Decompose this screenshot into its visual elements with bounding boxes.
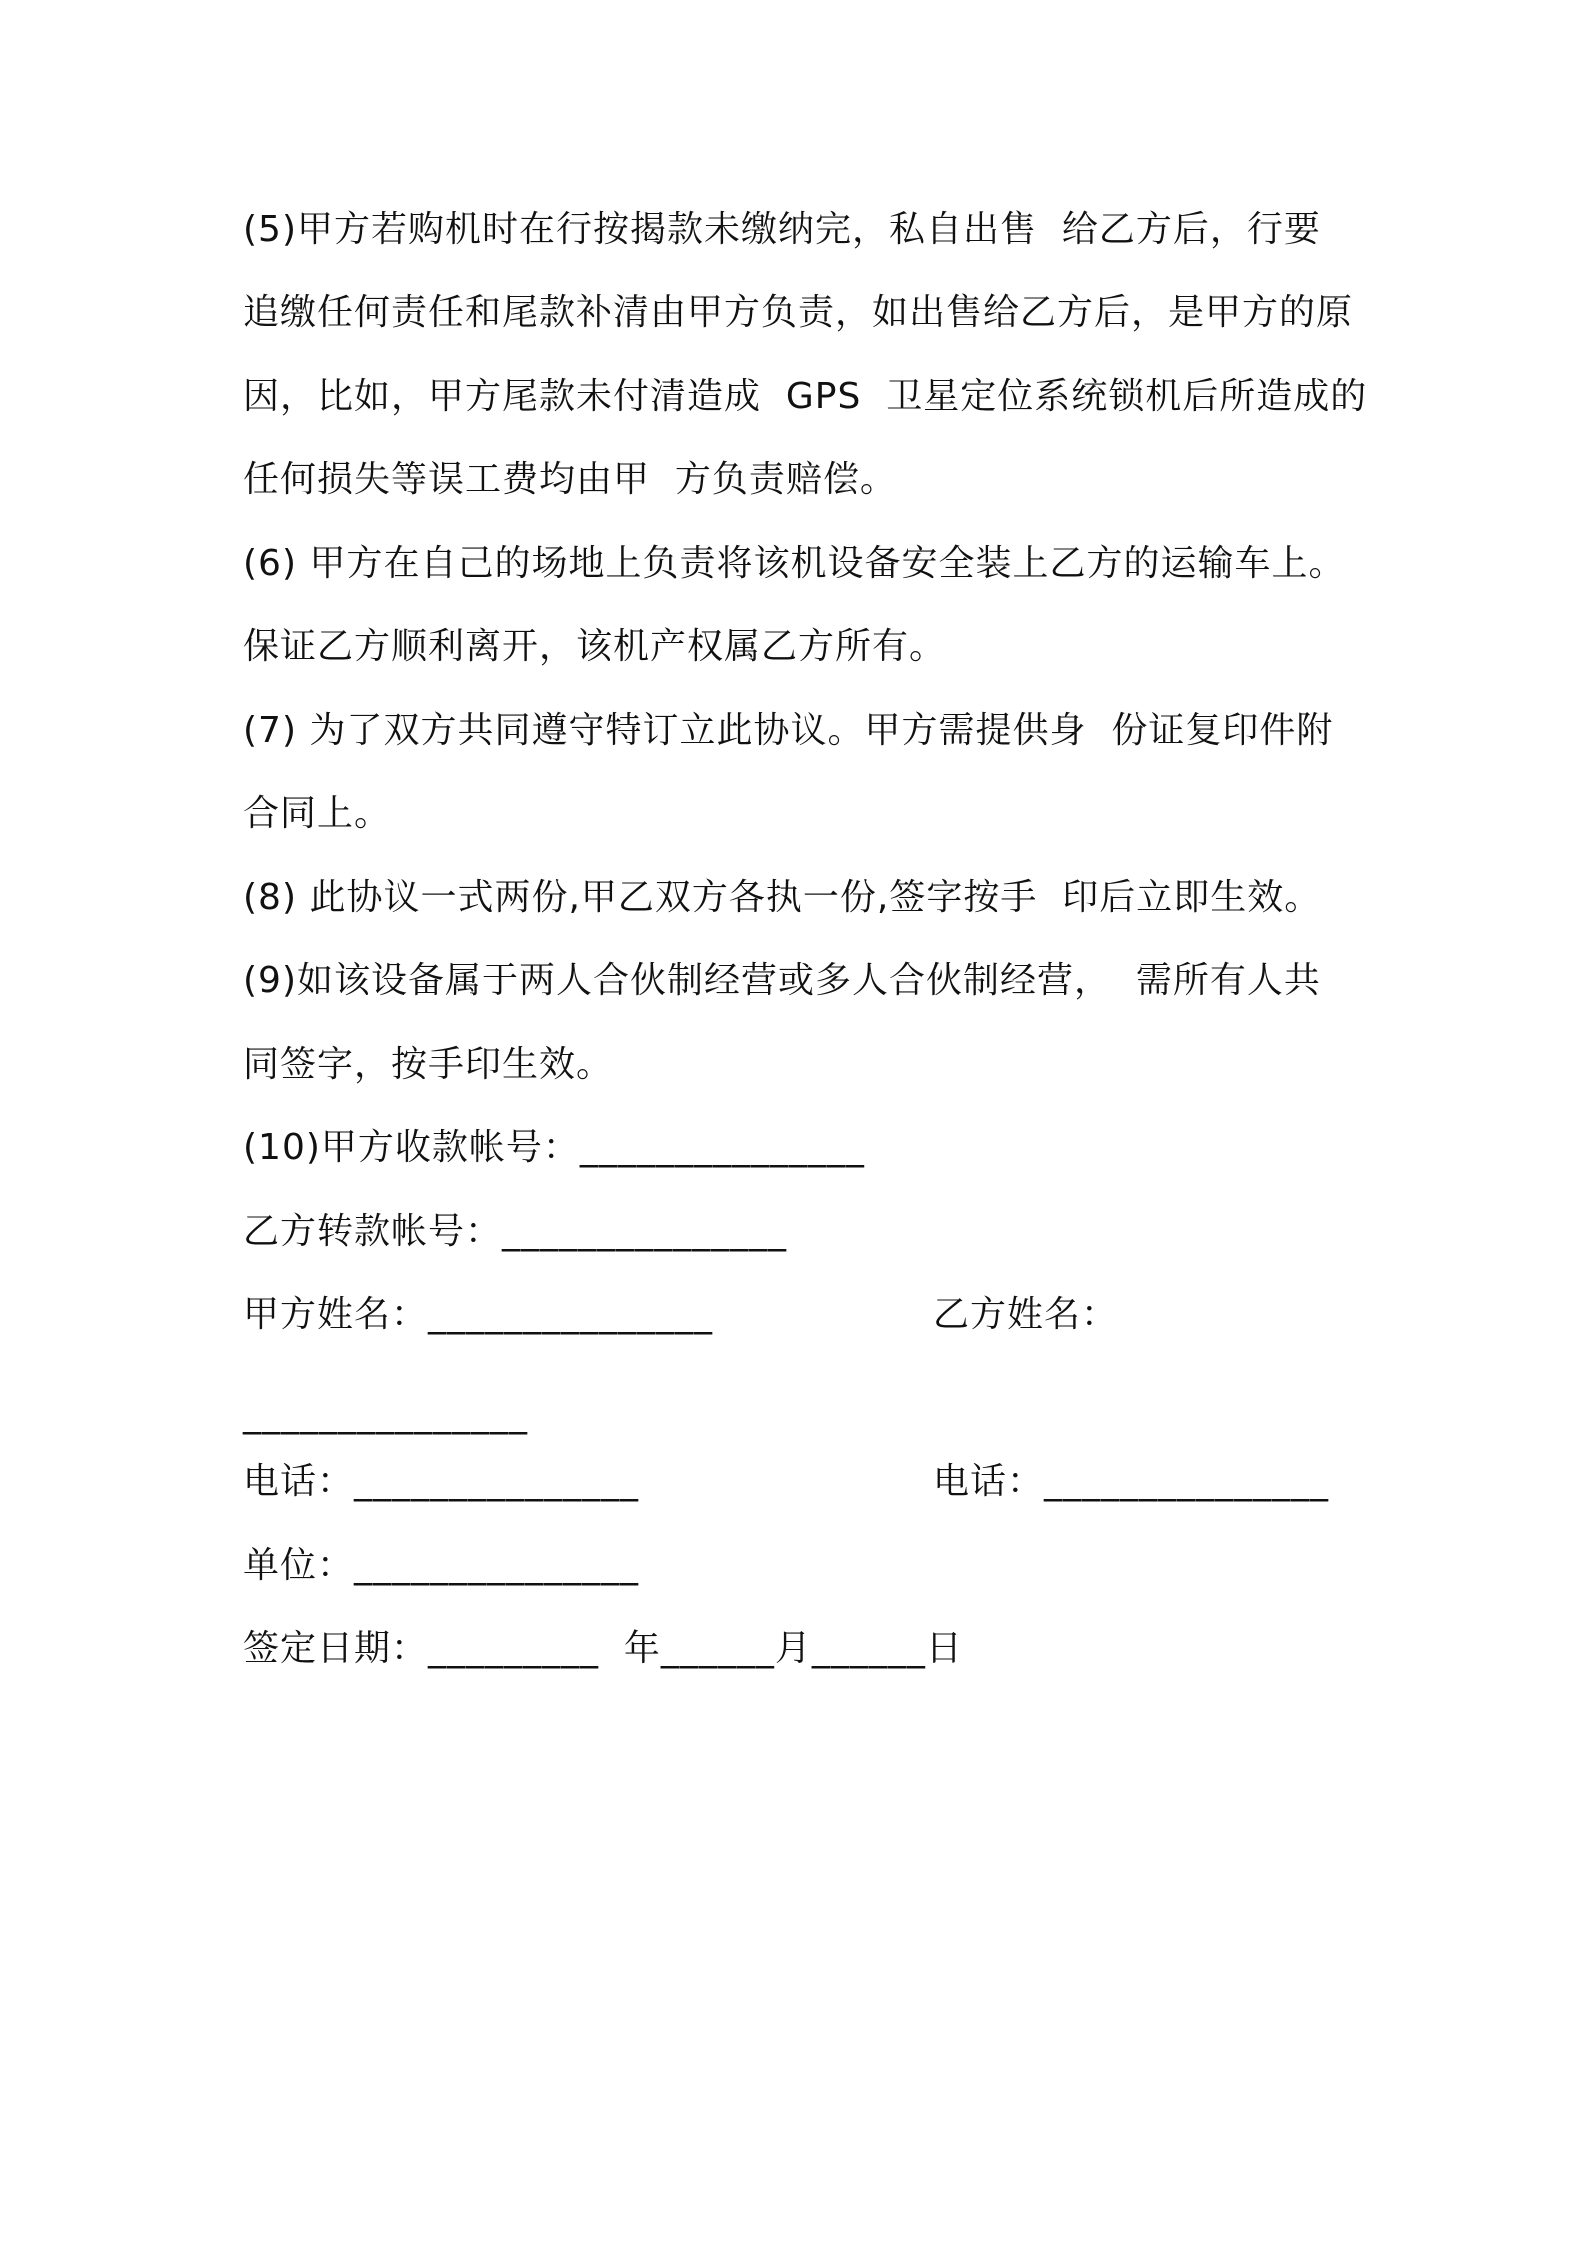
party-b-name-label: 乙方姓名： (933, 1294, 1119, 1335)
clause-5-line-1: (5)甲方若购机时在行按揭款未缴纳完，私自出售 给乙方后，行要 (243, 209, 1321, 250)
clause-7-line-2: 合同上。 (243, 793, 392, 834)
party-b-phone-field: 电话：_______________ (933, 1461, 1330, 1502)
clause-9-line-1: (9)如该设备属于两人合伙制经营或多人合伙制经营， 需所有人共 (243, 960, 1321, 1001)
clause-9-line-2: 同签字，按手印生效。 (243, 1044, 614, 1085)
clause-5-line-3: 因，比如，甲方尾款未付清造成 GPS 卫星定位系统锁机后所造成的 (243, 376, 1368, 417)
party-a-phone-field: 电话：_______________ (243, 1461, 640, 1502)
signing-date-field: 签定日期：_________ 年______月______日 (243, 1628, 963, 1669)
clause-10-account-a: (10)甲方收款帐号：_______________ (243, 1127, 865, 1168)
party-b-name-blank: _______________ (243, 1394, 528, 1435)
clause-5-line-2: 追缴任何责任和尾款补清由甲方负责，如出售给乙方后，是甲方的原 (243, 292, 1354, 333)
clause-5-line-4: 任何损失等误工费均由甲 方负责赔偿。 (243, 459, 897, 500)
unit-field: 单位：_______________ (243, 1545, 640, 1586)
clause-6-line-1: (6) 甲方在自己的场地上负责将该机设备安全装上乙方的运输车上。 (243, 543, 1346, 584)
party-a-name-field: 甲方姓名：_______________ (243, 1294, 714, 1335)
clause-6-line-2: 保证乙方顺利离开，该机产权属乙方所有。 (243, 626, 947, 667)
clause-7-line-1: (7) 为了双方共同遵守特订立此协议。甲方需提供身 份证复印件附 (243, 710, 1334, 751)
account-b-field: 乙方转款帐号：_______________ (243, 1211, 788, 1252)
clause-8-line-1: (8) 此协议一式两份,甲乙双方各执一份,签字按手 印后立即生效。 (243, 877, 1322, 918)
